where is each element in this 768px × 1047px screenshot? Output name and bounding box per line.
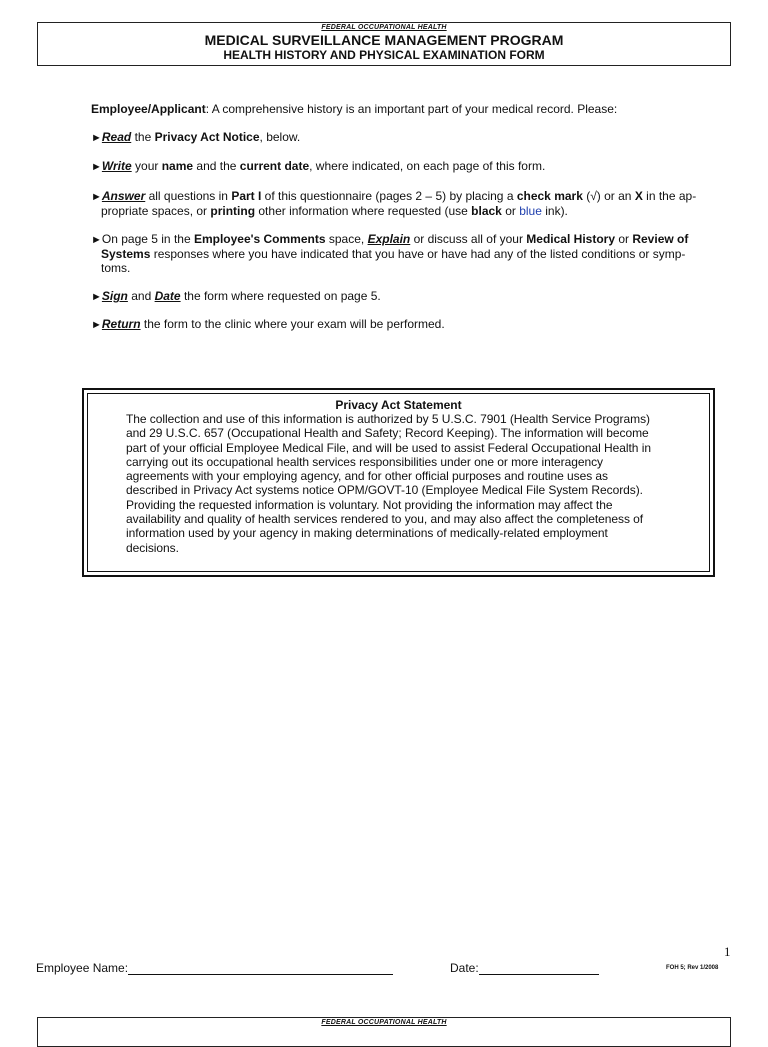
date-label: Date:	[450, 961, 479, 975]
next-page-agency-name: FEDERAL OCCUPATIONAL HEALTH	[321, 1019, 447, 1026]
arrow-bullet-icon: ►	[91, 191, 102, 203]
privacy-line: and 29 U.S.C. 657 (Occupational Health and Safety; Record Keeping). The information will become	[126, 426, 649, 441]
privacy-line: Providing the requested information is voluntary. Not providing the information may affect the	[126, 497, 613, 512]
arrow-bullet-icon: ►	[91, 161, 102, 173]
instruction-read: ►Read the Privacy Act Notice, below.	[91, 130, 301, 144]
instruction-answer: ►Answer all questions in Part I of this questionnaire (pages 2 – 5) by placing a check mark (√) or an X in the ap- propriate spaces, or printing other information where requested (use black or blue ink).	[91, 189, 731, 218]
intro-label: Employee/Applicant	[91, 102, 206, 116]
instruction-comments-continued-2: toms.	[101, 261, 131, 275]
program-title: MEDICAL SURVEILLANCE MANAGEMENT PROGRAM	[204, 32, 564, 48]
arrow-bullet-icon: ►	[91, 319, 102, 331]
employee-name-label: Employee Name:	[36, 961, 129, 975]
intro-paragraph	[91, 102, 731, 116]
form-header	[37, 22, 731, 66]
privacy-line: carrying out its occupational health services responsibilities under one or more interagency	[126, 454, 603, 469]
privacy-line: described in Privacy Act systems notice OPM/GOVT-10 (Employee Medical File System Records).	[126, 483, 643, 498]
privacy-act-box	[82, 388, 715, 577]
arrow-bullet-icon: ►	[91, 291, 102, 303]
agency-name: FEDERAL OCCUPATIONAL HEALTH	[321, 24, 447, 31]
instruction-comments-continued: Systems responses where you have indicated that you have or have had any of the listed conditions or symp-	[101, 247, 686, 261]
employee-name-field[interactable]	[128, 962, 393, 975]
date-row	[450, 961, 599, 975]
date-field[interactable]	[479, 962, 599, 975]
page-number: 1	[724, 944, 731, 959]
intro-text: : A comprehensive history is an important part of your medical record. Please:	[205, 102, 618, 116]
arrow-bullet-icon: ►	[91, 234, 102, 246]
privacy-line: agreements with your employing agency, and for other official purposes and routine uses as	[126, 469, 609, 484]
instruction-return: ►Return the form to the clinic where your exam will be performed.	[91, 317, 445, 331]
privacy-line: information used by your agency in making determinations of medically-related employment	[126, 526, 608, 541]
arrow-bullet-icon: ►	[91, 132, 102, 144]
privacy-act-body	[126, 412, 687, 555]
instruction-sign: ►Sign and Date the form where requested on page 5.	[91, 289, 381, 303]
instruction-comments: ►On page 5 in the Employee's Comments space, Explain or discuss all of your Medical History or Review of Systems responses where you have indicated that you have or have had any of the listed conditions or symp- toms.	[91, 232, 731, 275]
privacy-line: part of your official Employee Medical File, and will be used to assist Federal Occupational Health in	[126, 440, 651, 455]
privacy-line: The collection and use of this information is authorized by 5 U.S.C. 7901 (Health Service Programs)	[126, 412, 650, 426]
instruction-write: ►Write your name and the current date, where indicated, on each page of this form.	[91, 159, 546, 173]
privacy-act-inner-frame	[87, 393, 710, 572]
form-number: FOH 5; Rev 1/2008	[666, 965, 719, 971]
privacy-line: decisions.	[126, 540, 179, 555]
privacy-line: availability and quality of health services rendered to you, and may also affect the completeness of	[126, 512, 644, 527]
form-title: HEALTH HISTORY AND PHYSICAL EXAMINATION FORM	[223, 48, 545, 62]
privacy-act-title: Privacy Act Statement	[335, 398, 462, 412]
next-page-header	[37, 1017, 731, 1047]
instruction-answer-continued: propriate spaces, or printing other information where requested (use black or blue ink).	[101, 204, 568, 218]
employee-name-row	[36, 961, 393, 975]
